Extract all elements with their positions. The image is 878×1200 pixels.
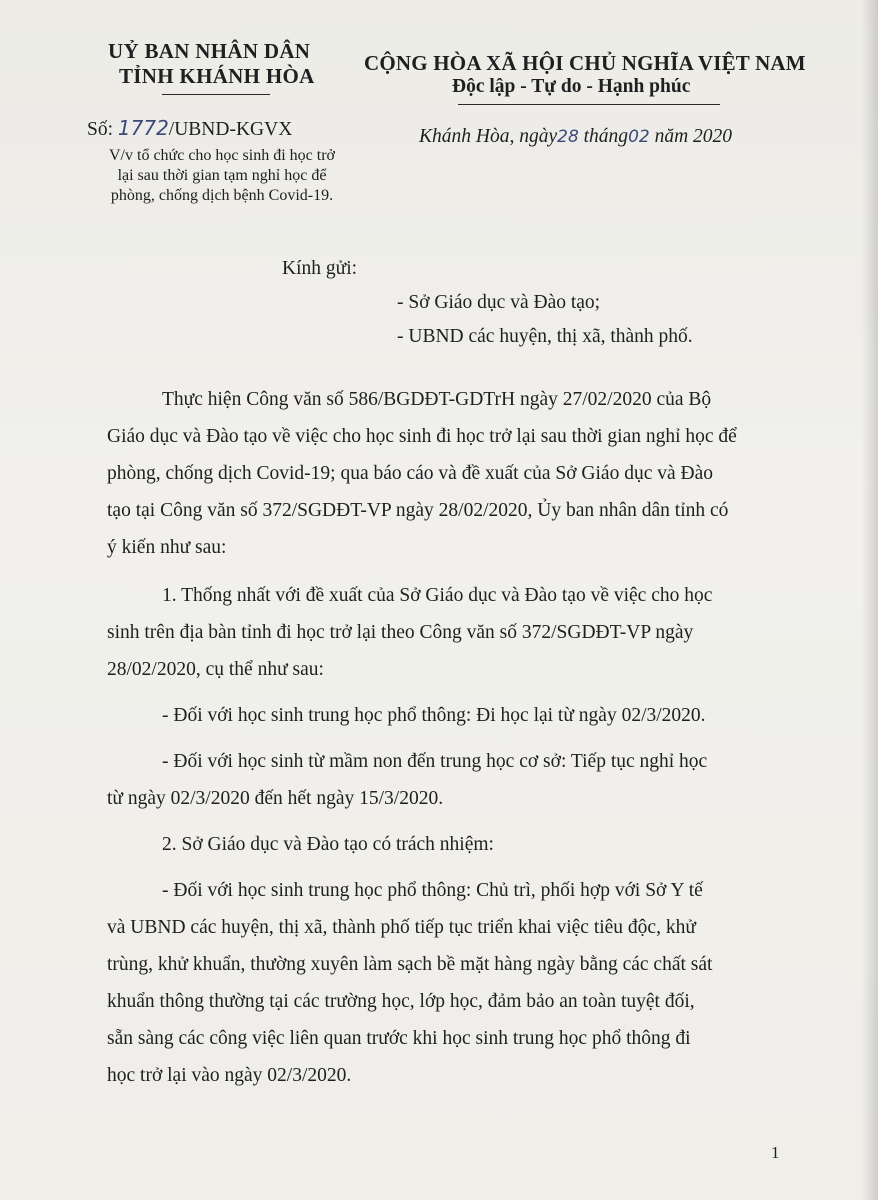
page-edge-shadow <box>862 0 878 1200</box>
body-line: sinh trên địa bàn tỉnh đi học trở lại theo Công văn số 372/SGDĐT-VP ngày <box>107 622 694 643</box>
recipients-label: Kính gửi: <box>282 258 358 279</box>
place-date-part3: năm 2020 <box>649 126 733 147</box>
body-line: - Đối với học sinh từ mầm non đến trung học cơ sở: Tiếp tục nghỉ học <box>162 751 708 772</box>
recipient-item: - UBND các huyện, thị xã, thành phố. <box>397 326 693 347</box>
document-number <box>87 116 292 141</box>
subject-line: V/v tổ chức cho học sinh đi học trở <box>109 147 335 164</box>
body-line: Thực hiện Công văn số 586/BGDĐT-GDTrH ngày 27/02/2020 của Bộ <box>162 389 712 410</box>
place-date-part1: Khánh Hòa, ngày <box>419 126 558 147</box>
handwritten-day: 28 <box>557 127 579 147</box>
body-line: - Đối với học sinh trung học phổ thông: Chủ trì, phối hợp với Sở Y tế <box>162 880 703 901</box>
body-line: - Đối với học sinh trung học phổ thông: Đi học lại từ ngày 02/3/2020. <box>162 705 706 726</box>
nation-motto: Độc lập - Tự do - Hạnh phúc <box>452 76 691 97</box>
org-name-line1: UỶ BAN NHÂN DÂN <box>108 39 311 63</box>
subject-line: phòng, chống dịch bệnh Covid-19. <box>110 187 334 204</box>
body-line: trùng, khử khuẩn, thường xuyên làm sạch bề mặt hàng ngày bằng các chất sát <box>107 954 713 975</box>
body-line: ý kiến như sau: <box>107 537 227 558</box>
nation-title: CỘNG HÒA XÃ HỘI CHỦ NGHĨA VIỆT NAM <box>364 51 806 75</box>
number-suffix: /UBND-KGVX <box>168 119 293 140</box>
body-line: và UBND các huyện, thị xã, thành phố tiếp tục triển khai việc tiêu độc, khử <box>107 917 696 938</box>
body-line: Giáo dục và Đào tạo về việc cho học sinh đi học trở lại sau thời gian nghỉ học để <box>107 426 737 447</box>
place-date-part2: tháng <box>578 126 629 147</box>
subject-line: lại sau thời gian tạm nghỉ học để <box>117 167 327 184</box>
body-line: sẵn sàng các công việc liên quan trước khi học sinh trung học phổ thông đi <box>107 1028 691 1049</box>
body-line: 28/02/2020, cụ thể như sau: <box>107 659 324 680</box>
number-prefix: Số: <box>87 119 118 140</box>
motto-underline <box>458 104 720 105</box>
subject-block <box>74 146 370 206</box>
body-line: 2. Sở Giáo dục và Đào tạo có trách nhiệm: <box>162 834 494 855</box>
recipient-item: - Sở Giáo dục và Đào tạo; <box>397 292 601 313</box>
body-line: khuẩn thông thường tại các trường học, lớp học, đảm bảo an toàn tuyệt đối, <box>107 991 695 1012</box>
body-line: phòng, chống dịch Covid-19; qua báo cáo và đề xuất của Sở Giáo dục và Đào <box>107 463 713 484</box>
place-date <box>419 126 732 148</box>
org-name-line2: TỈNH KHÁNH HÒA <box>119 64 315 88</box>
handwritten-month: 02 <box>628 127 650 147</box>
page-number: 1 <box>771 1143 780 1162</box>
handwritten-number: 1772 <box>117 116 169 140</box>
org-underline <box>162 94 270 95</box>
body-line: tạo tại Công văn số 372/SGDĐT-VP ngày 28/02/2020, Ủy ban nhân dân tỉnh có <box>107 500 729 521</box>
body-line: 1. Thống nhất với đề xuất của Sở Giáo dục và Đào tạo về việc cho học <box>162 585 713 606</box>
body-line: từ ngày 02/3/2020 đến hết ngày 15/3/2020. <box>107 788 444 809</box>
body-line: học trở lại vào ngày 02/3/2020. <box>107 1065 352 1086</box>
